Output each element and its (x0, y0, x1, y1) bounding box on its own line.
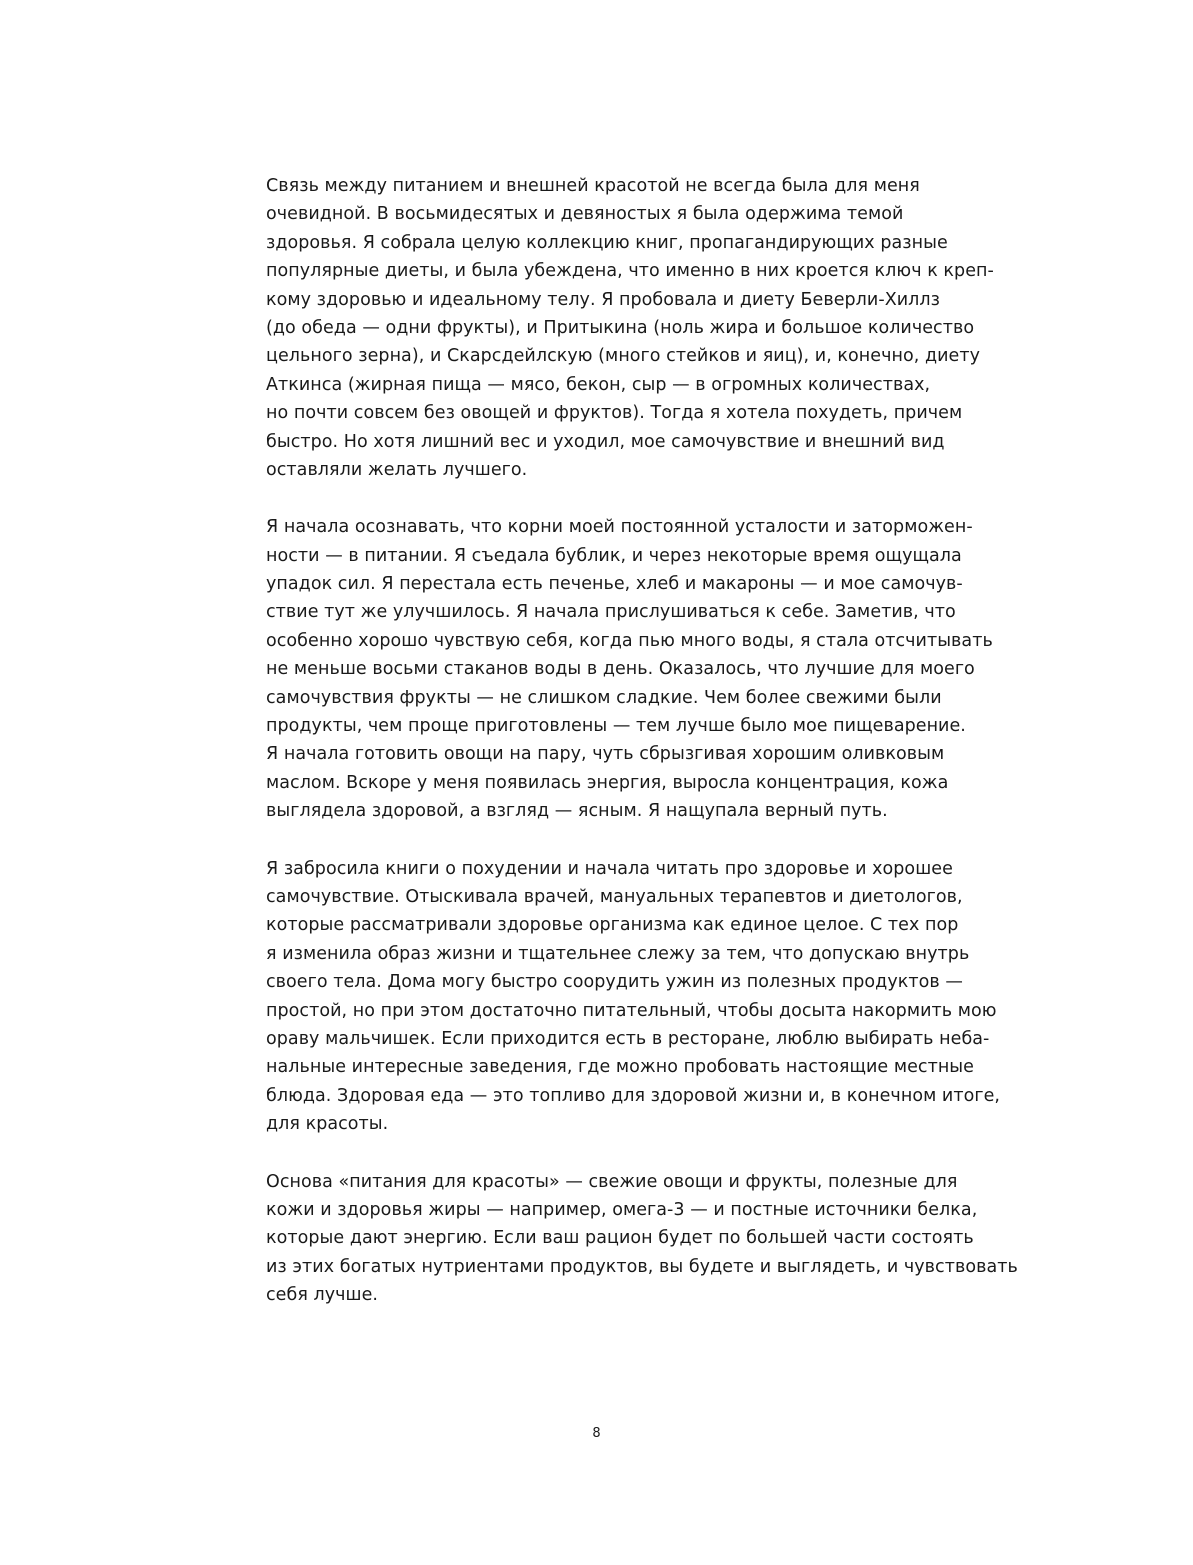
paragraph-2 (266, 513, 996, 825)
text-line: Я начала готовить овощи на пару, чуть сбрызгивая хорошим оливковым (266, 744, 945, 765)
text-line: не меньше восьми стаканов воды в день. Оказалось, что лучшие для моего (266, 659, 975, 680)
text-line: себя лучше. (266, 1285, 379, 1306)
text-line: упадок сил. Я перестала есть печенье, хлеб и макароны — и мое самочув- (266, 574, 963, 595)
text-line: Я начала осознавать, что корни моей постоянной усталости и заторможен- (266, 517, 973, 538)
text-line: кому здоровью и идеальному телу. Я пробовала и диету Беверли-Хиллз (266, 289, 940, 310)
text-line: цельного зерна), и Скарсдейлскую (много стейков и яиц), и, конечно, диету (266, 346, 981, 367)
text-line: (до обеда — одни фрукты), и Притыкина (ноль жира и большое количество (266, 317, 975, 338)
text-line: выглядела здоровой, а взгляд — ясным. Я нащупала верный путь. (266, 801, 888, 822)
text-line: блюда. Здоровая еда — это топливо для здоровой жизни и, в конечном итоге, (266, 1085, 1001, 1106)
text-line: Связь между питанием и внешней красотой не всегда была для меня (266, 176, 920, 196)
text-line: быстро. Но хотя лишний вес и уходил, мое самочувствие и внешний вид (266, 431, 945, 452)
text-line: Аткинса (жирная пища — мясо, бекон, сыр — в огромных количествах, (266, 374, 931, 395)
text-line: Я забросила книги о похудении и начала читать про здоровье и хорошее (266, 858, 953, 879)
text-line: я изменила образ жизни и тщательнее слежу за тем, что допускаю внутрь (266, 943, 970, 964)
text-line: Основа «питания для красоты» — свежие овощи и фрукты, полезные для (266, 1171, 958, 1192)
text-line: которые рассматривали здоровье организма как единое целое. С тех пор (266, 915, 959, 936)
text-line: своего тела. Дома могу быстро соорудить ужин из полезных продуктов — (266, 972, 963, 993)
text-line: оставляли желать лучшего. (266, 459, 528, 480)
text-line: самочувствие. Отыскивала врачей, мануальных терапевтов и диетологов, (266, 886, 963, 907)
text-line: ораву мальчишек. Если приходится есть в ресторане, люблю выбирать неба- (266, 1028, 990, 1049)
text-line: особенно хорошо чувствую себя, когда пью много воды, я стала отсчитывать (266, 630, 993, 651)
page-number: 8 (592, 1426, 601, 1441)
text-line: очевидной. В восьмидесятых и девяностых я была одержима темой (266, 204, 904, 225)
body-text (266, 172, 1018, 1338)
text-line: здоровья. Я собрала целую коллекцию книг, пропагандирующих разные (266, 232, 948, 253)
text-line: нальные интересные заведения, где можно пробовать настоящие местные (266, 1057, 974, 1078)
text-line: из этих богатых нутриентами продуктов, вы будете и выглядеть, и чувствовать (266, 1256, 1018, 1277)
text-line: простой, но при этом достаточно питательный, чтобы досыта накормить мою (266, 1000, 997, 1021)
text-line: кожи и здоровья жиры — например, омега-3 — и постные источники белка, (266, 1199, 978, 1220)
text-line: популярные диеты, и была убеждена, что именно в них кроется ключ к креп- (266, 261, 994, 282)
text-line: ности — в питании. Я съедала бублик, и через некоторые время ощущала (266, 545, 962, 566)
text-line: самочувствия фрукты — не слишком сладкие. Чем более свежими были (266, 687, 942, 708)
text-line: продукты, чем проще приготовлены — тем лучше было мое пищеварение. (266, 716, 966, 737)
paragraph-1 (266, 172, 996, 484)
text-line: которые дают энергию. Если ваш рацион будет по большей части состоять (266, 1228, 974, 1249)
text-line: ствие тут же улучшилось. Я начала прислушиваться к себе. Заметив, что (266, 602, 956, 623)
paragraph-3 (266, 855, 1001, 1139)
text-line: но почти совсем без овощей и фруктов). Тогда я хотела похудеть, причем (266, 403, 963, 424)
text-line: для красоты. (266, 1114, 389, 1135)
text-line: маслом. Вскоре у меня появилась энергия, выросла концентрация, кожа (266, 772, 949, 793)
paragraph-4 (266, 1168, 1018, 1310)
